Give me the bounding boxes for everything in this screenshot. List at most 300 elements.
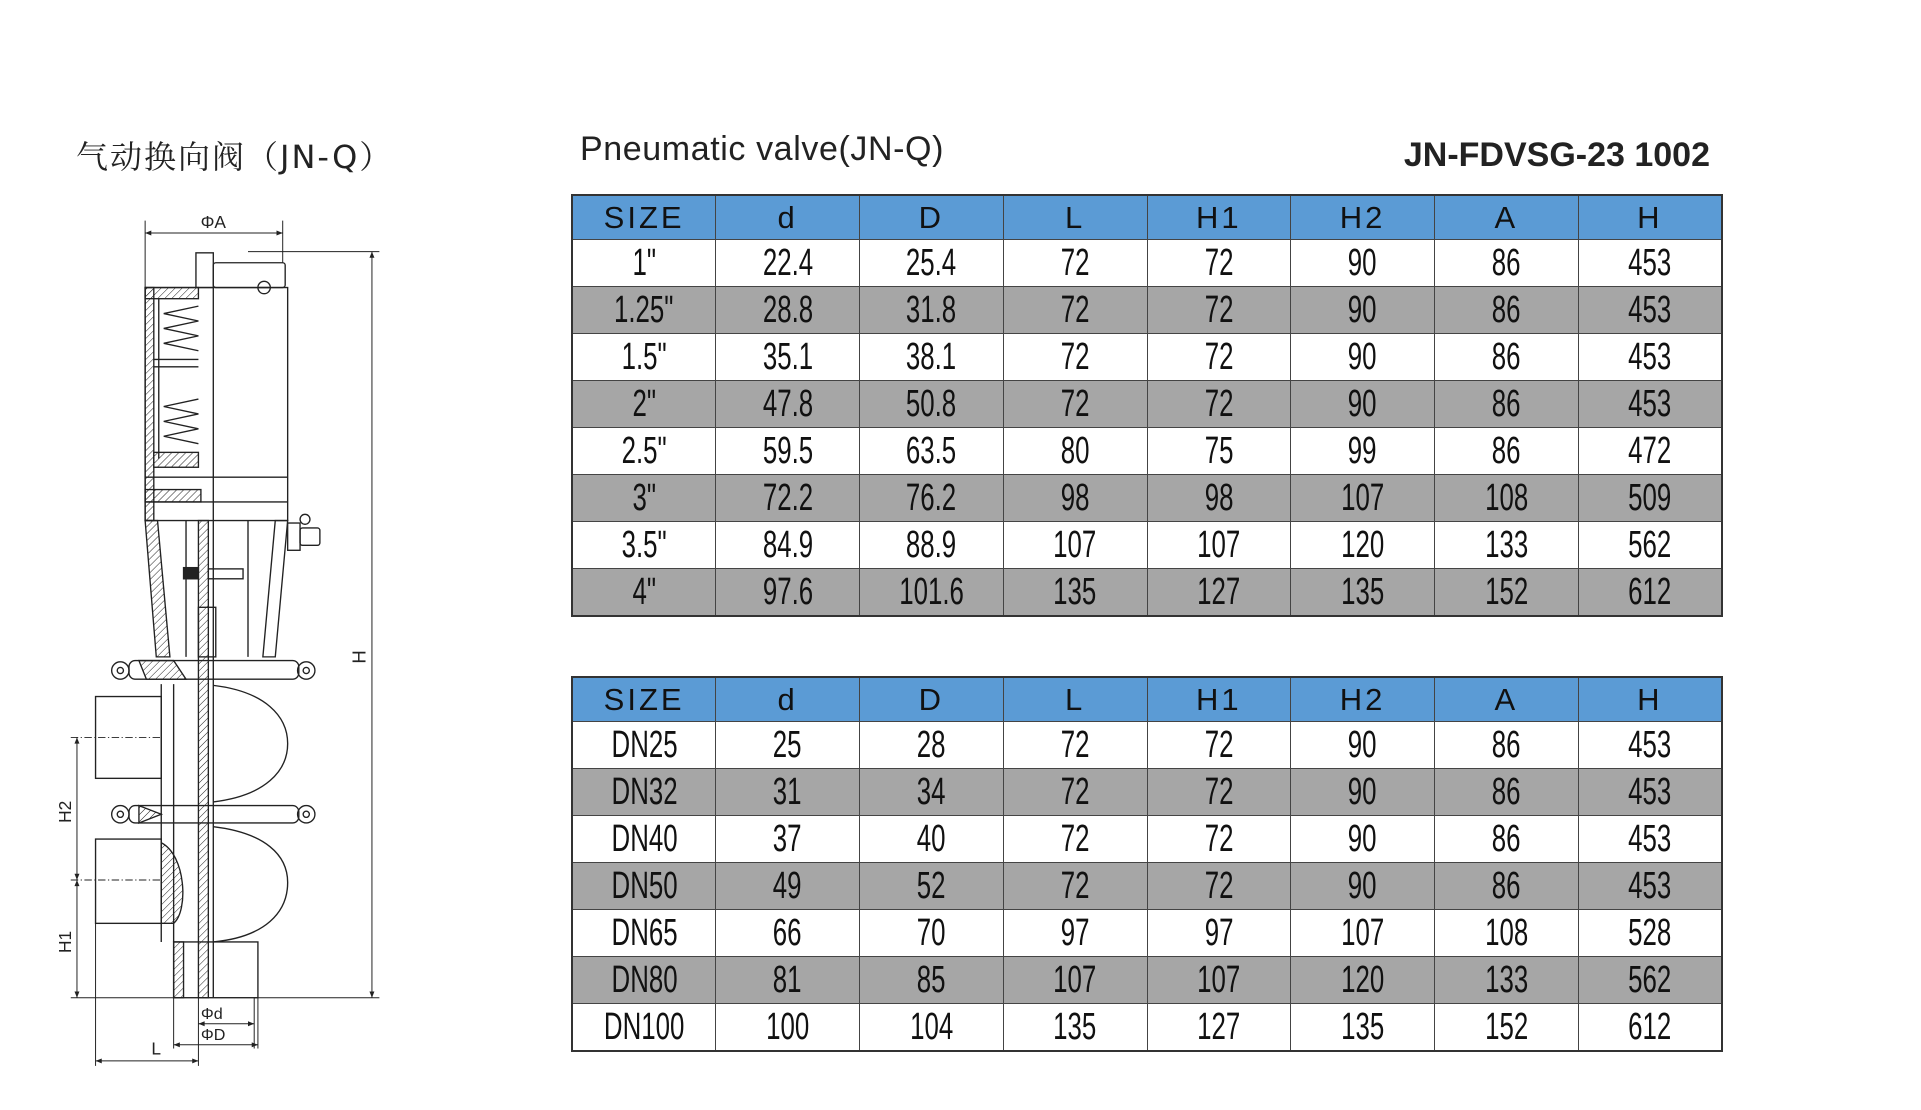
value-cell xyxy=(1291,428,1435,475)
cell-value: 100 xyxy=(766,1006,810,1048)
value-cell xyxy=(1435,522,1579,569)
value-cell xyxy=(1435,816,1579,863)
value-cell xyxy=(860,1004,1004,1052)
column-header: H xyxy=(1578,195,1722,240)
actuator xyxy=(145,253,288,521)
cell-value: 453 xyxy=(1628,289,1672,331)
cell-value: 2" xyxy=(632,383,656,425)
value-cell xyxy=(1147,522,1291,569)
cell-value: 3.5" xyxy=(621,524,667,566)
cell-value: 86 xyxy=(1491,242,1521,284)
value-cell xyxy=(1435,428,1579,475)
value-cell xyxy=(1003,1004,1147,1052)
chinese-title: 气动换向阀（JN-Q） xyxy=(76,138,394,176)
table-row xyxy=(572,1004,1722,1052)
cell-value: 99 xyxy=(1348,430,1378,472)
cell-value: 1.5" xyxy=(621,336,667,378)
cell-value: 1" xyxy=(632,242,656,284)
cell-value: 72.2 xyxy=(762,477,813,519)
outlet-pipe xyxy=(174,942,258,998)
cell-value: DN40 xyxy=(611,818,678,860)
cell-value: 86 xyxy=(1491,336,1521,378)
valve-drawing xyxy=(0,0,496,1110)
value-cell xyxy=(716,475,860,522)
size-cell xyxy=(572,334,716,381)
cell-value: 84.9 xyxy=(762,524,813,566)
value-cell xyxy=(860,957,1004,1004)
value-cell xyxy=(1147,381,1291,428)
value-cell xyxy=(1435,1004,1579,1052)
value-cell xyxy=(1147,569,1291,617)
table-row xyxy=(572,816,1722,863)
table-row xyxy=(572,569,1722,617)
cell-value: 453 xyxy=(1628,383,1672,425)
cell-value: 90 xyxy=(1348,724,1378,766)
value-cell xyxy=(860,334,1004,381)
cell-value: 133 xyxy=(1484,524,1528,566)
cell-value: 98 xyxy=(1060,477,1090,519)
cell-value: 453 xyxy=(1628,771,1672,813)
cell-value: 81 xyxy=(773,959,803,1001)
value-cell xyxy=(1291,475,1435,522)
cell-value: DN32 xyxy=(611,771,678,813)
value-cell xyxy=(860,428,1004,475)
model-code: JN-FDVSG-23 1002 xyxy=(1403,136,1710,174)
value-cell xyxy=(1578,428,1722,475)
cell-value: DN65 xyxy=(611,912,678,954)
cell-value: 34 xyxy=(916,771,946,813)
value-cell xyxy=(1147,287,1291,334)
dimension-label-d-outer: ΦD xyxy=(200,1025,226,1044)
value-cell xyxy=(1003,522,1147,569)
table-row xyxy=(572,910,1722,957)
housing-wall-section xyxy=(145,288,154,521)
cell-value: 135 xyxy=(1341,571,1385,613)
cell-value: 72 xyxy=(1204,865,1234,907)
cell-value: 509 xyxy=(1628,477,1672,519)
cell-value: 49 xyxy=(773,865,803,907)
value-cell xyxy=(716,957,860,1004)
upper-chamber xyxy=(213,685,287,802)
cell-value: DN25 xyxy=(611,724,678,766)
size-cell xyxy=(572,381,716,428)
dimension-label-h1: H1 xyxy=(54,930,75,954)
size-cell xyxy=(572,957,716,1004)
value-cell xyxy=(1291,816,1435,863)
cell-value: 86 xyxy=(1491,724,1521,766)
cell-value: DN100 xyxy=(603,1006,685,1048)
cell-value: 86 xyxy=(1491,383,1521,425)
value-cell xyxy=(1578,569,1722,617)
value-cell xyxy=(716,569,860,617)
cell-value: 107 xyxy=(1053,524,1097,566)
table-row xyxy=(572,381,1722,428)
cell-value: 133 xyxy=(1484,959,1528,1001)
value-cell xyxy=(860,722,1004,769)
value-cell xyxy=(1578,910,1722,957)
value-cell xyxy=(1291,863,1435,910)
cell-value: 72 xyxy=(1204,336,1234,378)
bolt xyxy=(298,806,315,823)
value-cell xyxy=(1003,381,1147,428)
value-cell xyxy=(860,863,1004,910)
air-fitting xyxy=(288,514,320,550)
value-cell xyxy=(1003,910,1147,957)
value-cell xyxy=(1147,769,1291,816)
value-cell xyxy=(1435,334,1579,381)
column-header: A xyxy=(1435,677,1579,722)
cell-value: 38.1 xyxy=(906,336,957,378)
value-cell xyxy=(716,334,860,381)
dimension-label-l: L xyxy=(151,1038,161,1059)
cell-value: 90 xyxy=(1348,242,1378,284)
value-cell xyxy=(1147,722,1291,769)
value-cell xyxy=(860,569,1004,617)
column-header: D xyxy=(860,677,1004,722)
value-cell xyxy=(860,769,1004,816)
cell-value: 453 xyxy=(1628,865,1672,907)
column-header: H1 xyxy=(1147,677,1291,722)
cell-value: 90 xyxy=(1348,336,1378,378)
cell-value: 72 xyxy=(1060,771,1090,813)
indicator-post xyxy=(196,253,213,288)
header-row xyxy=(572,195,1722,240)
value-cell xyxy=(1291,522,1435,569)
cell-value: 72 xyxy=(1204,771,1234,813)
cell-value: 28.8 xyxy=(762,289,813,331)
cell-value: 80 xyxy=(1060,430,1090,472)
value-cell xyxy=(1578,475,1722,522)
value-cell xyxy=(1578,722,1722,769)
dimension-lines xyxy=(71,221,380,1066)
cell-value: 86 xyxy=(1491,289,1521,331)
header-row xyxy=(572,677,1722,722)
cell-value: DN80 xyxy=(611,959,678,1001)
cell-value: 40 xyxy=(916,818,946,860)
table-row xyxy=(572,334,1722,381)
value-cell xyxy=(1578,863,1722,910)
cell-value: 50.8 xyxy=(906,383,957,425)
value-cell xyxy=(1003,722,1147,769)
cell-value: DN50 xyxy=(611,865,678,907)
cell-value: 75 xyxy=(1204,430,1234,472)
size-cell xyxy=(572,287,716,334)
value-cell xyxy=(860,816,1004,863)
value-cell xyxy=(1003,816,1147,863)
value-cell xyxy=(716,1004,860,1052)
cell-value: 120 xyxy=(1341,959,1385,1001)
cell-value: 90 xyxy=(1348,289,1378,331)
cell-value: 4" xyxy=(632,571,656,613)
cell-value: 453 xyxy=(1628,242,1672,284)
cell-value: 97 xyxy=(1204,912,1234,954)
cell-value: 107 xyxy=(1197,959,1241,1001)
cell-value: 88.9 xyxy=(906,524,957,566)
cell-value: 72 xyxy=(1060,818,1090,860)
cell-value: 152 xyxy=(1484,1006,1528,1048)
cell-value: 90 xyxy=(1348,383,1378,425)
cell-value: 37 xyxy=(773,818,803,860)
table-row xyxy=(572,769,1722,816)
value-cell xyxy=(1578,957,1722,1004)
value-cell xyxy=(1147,475,1291,522)
cell-value: 97.6 xyxy=(762,571,813,613)
cell-value: 562 xyxy=(1628,524,1672,566)
column-header: SIZE xyxy=(572,195,716,240)
cell-value: 28 xyxy=(916,724,946,766)
value-cell xyxy=(716,769,860,816)
cell-value: 47.8 xyxy=(762,383,813,425)
value-cell xyxy=(1578,522,1722,569)
value-cell xyxy=(1435,910,1579,957)
cell-value: 59.5 xyxy=(762,430,813,472)
cell-value: 86 xyxy=(1491,865,1521,907)
value-cell xyxy=(1003,569,1147,617)
english-title: Pneumatic valve(JN-Q) xyxy=(580,130,945,168)
value-cell xyxy=(716,816,860,863)
cell-value: 101.6 xyxy=(899,571,964,613)
column-header: H xyxy=(1578,677,1722,722)
cell-value: 97 xyxy=(1060,912,1090,954)
cell-value: 25 xyxy=(773,724,803,766)
size-cell xyxy=(572,769,716,816)
value-cell xyxy=(716,287,860,334)
value-cell xyxy=(1578,1004,1722,1052)
size-cell xyxy=(572,428,716,475)
cell-value: 72 xyxy=(1204,242,1234,284)
cell-value: 1.25" xyxy=(614,289,674,331)
cell-value: 72 xyxy=(1204,383,1234,425)
value-cell xyxy=(1147,816,1291,863)
cell-value: 72 xyxy=(1060,724,1090,766)
valve-stem xyxy=(198,521,215,998)
size-cell xyxy=(572,863,716,910)
table-row xyxy=(572,722,1722,769)
cell-value: 72 xyxy=(1060,865,1090,907)
value-cell xyxy=(716,910,860,957)
table-row xyxy=(572,287,1722,334)
cell-value: 2.5" xyxy=(621,430,667,472)
size-cell xyxy=(572,1004,716,1052)
cell-value: 72 xyxy=(1204,724,1234,766)
column-header: A xyxy=(1435,195,1579,240)
value-cell xyxy=(1291,957,1435,1004)
cell-value: 107 xyxy=(1341,477,1385,519)
value-cell xyxy=(1435,240,1579,287)
cell-value: 31.8 xyxy=(906,289,957,331)
value-cell xyxy=(860,475,1004,522)
dimension-label-h2: H2 xyxy=(54,800,75,823)
value-cell xyxy=(1003,475,1147,522)
cell-value: 562 xyxy=(1628,959,1672,1001)
top-plate xyxy=(213,263,285,288)
cell-value: 107 xyxy=(1341,912,1385,954)
value-cell xyxy=(1578,287,1722,334)
cell-value: 70 xyxy=(916,912,946,954)
cell-value: 63.5 xyxy=(906,430,957,472)
cell-value: 107 xyxy=(1197,524,1241,566)
cell-value: 104 xyxy=(909,1006,953,1048)
column-header: D xyxy=(860,195,1004,240)
housing-cap-section xyxy=(145,288,198,299)
dimension-label-d-inner: Φd xyxy=(200,1004,223,1023)
cell-value: 90 xyxy=(1348,771,1378,813)
table-row xyxy=(572,240,1722,287)
value-cell xyxy=(1578,334,1722,381)
value-cell xyxy=(1291,287,1435,334)
cell-value: 528 xyxy=(1628,912,1672,954)
value-cell xyxy=(716,522,860,569)
dimension-label-h: H xyxy=(348,650,370,664)
cell-value: 52 xyxy=(916,865,946,907)
table-row xyxy=(572,475,1722,522)
column-header: H2 xyxy=(1291,195,1435,240)
cell-value: 135 xyxy=(1341,1006,1385,1048)
value-cell xyxy=(1435,722,1579,769)
value-cell xyxy=(716,428,860,475)
value-cell xyxy=(1003,240,1147,287)
value-cell xyxy=(1147,863,1291,910)
value-cell xyxy=(860,287,1004,334)
column-header: L xyxy=(1003,195,1147,240)
size-cell xyxy=(572,910,716,957)
cell-value: 72 xyxy=(1060,242,1090,284)
value-cell xyxy=(1147,1004,1291,1052)
spring xyxy=(164,306,199,351)
cell-value: 127 xyxy=(1197,1006,1241,1048)
lower-port xyxy=(96,839,162,923)
cell-value: 453 xyxy=(1628,724,1672,766)
value-cell xyxy=(1291,569,1435,617)
table-row xyxy=(572,428,1722,475)
cell-value: 108 xyxy=(1484,912,1528,954)
table-row xyxy=(572,957,1722,1004)
cell-value: 472 xyxy=(1628,430,1672,472)
value-cell xyxy=(716,863,860,910)
cell-value: 86 xyxy=(1491,430,1521,472)
cell-value: 72 xyxy=(1204,289,1234,331)
value-cell xyxy=(716,722,860,769)
dimension-label-a: ΦA xyxy=(200,212,227,233)
actuator-housing xyxy=(145,288,288,521)
value-cell xyxy=(716,381,860,428)
size-cell xyxy=(572,475,716,522)
value-cell xyxy=(1291,1004,1435,1052)
inch-size-table xyxy=(571,194,1723,617)
value-cell xyxy=(1435,863,1579,910)
value-cell xyxy=(860,910,1004,957)
value-cell xyxy=(1147,957,1291,1004)
cell-value: 120 xyxy=(1341,524,1385,566)
cell-value: 25.4 xyxy=(906,242,957,284)
table-body xyxy=(572,240,1722,617)
cell-value: 66 xyxy=(773,912,803,954)
value-cell xyxy=(1291,334,1435,381)
value-cell xyxy=(1147,910,1291,957)
value-cell xyxy=(1291,769,1435,816)
cell-value: 152 xyxy=(1484,571,1528,613)
value-cell xyxy=(860,522,1004,569)
size-cell xyxy=(572,240,716,287)
value-cell xyxy=(1003,957,1147,1004)
value-cell xyxy=(1435,381,1579,428)
cell-value: 76.2 xyxy=(906,477,957,519)
cell-value: 86 xyxy=(1491,818,1521,860)
value-cell xyxy=(1147,334,1291,381)
cell-value: 612 xyxy=(1628,1006,1672,1048)
cell-value: 135 xyxy=(1053,1006,1097,1048)
size-cell xyxy=(572,569,716,617)
bolt xyxy=(298,662,315,679)
table-row xyxy=(572,522,1722,569)
value-cell xyxy=(1435,957,1579,1004)
cell-value: 85 xyxy=(916,959,946,1001)
column-header: H2 xyxy=(1291,677,1435,722)
cell-value: 108 xyxy=(1484,477,1528,519)
size-cell xyxy=(572,522,716,569)
lower-chamber xyxy=(213,827,287,942)
value-cell xyxy=(1003,428,1147,475)
cell-value: 72 xyxy=(1060,383,1090,425)
value-cell xyxy=(1291,240,1435,287)
value-cell xyxy=(716,240,860,287)
column-header: d xyxy=(716,677,860,722)
value-cell xyxy=(1578,381,1722,428)
value-cell xyxy=(1003,769,1147,816)
column-header: H1 xyxy=(1147,195,1291,240)
column-header: d xyxy=(716,195,860,240)
value-cell xyxy=(1147,428,1291,475)
cell-value: 72 xyxy=(1060,336,1090,378)
cell-value: 90 xyxy=(1348,865,1378,907)
cell-value: 98 xyxy=(1204,477,1234,519)
dn-size-table xyxy=(571,676,1723,1052)
column-header: L xyxy=(1003,677,1147,722)
table-row xyxy=(572,863,1722,910)
value-cell xyxy=(860,381,1004,428)
cell-value: 22.4 xyxy=(762,242,813,284)
cell-value: 453 xyxy=(1628,336,1672,378)
bolt xyxy=(112,662,129,679)
spring xyxy=(164,399,199,444)
value-cell xyxy=(1578,816,1722,863)
column-header: SIZE xyxy=(572,677,716,722)
cell-value: 31 xyxy=(773,771,803,813)
value-cell xyxy=(1435,769,1579,816)
value-cell xyxy=(1003,863,1147,910)
value-cell xyxy=(1435,475,1579,522)
table-body xyxy=(572,722,1722,1052)
cell-value: 90 xyxy=(1348,818,1378,860)
value-cell xyxy=(1578,240,1722,287)
piston xyxy=(154,452,199,467)
value-cell xyxy=(1578,769,1722,816)
value-cell xyxy=(1003,287,1147,334)
value-cell xyxy=(1291,910,1435,957)
bolt xyxy=(112,806,129,823)
cell-value: 35.1 xyxy=(762,336,813,378)
cell-value: 612 xyxy=(1628,571,1672,613)
value-cell xyxy=(1147,240,1291,287)
cell-value: 3" xyxy=(632,477,656,519)
cell-value: 135 xyxy=(1053,571,1097,613)
value-cell xyxy=(1435,287,1579,334)
value-cell xyxy=(1291,722,1435,769)
cell-value: 72 xyxy=(1060,289,1090,331)
value-cell xyxy=(1435,569,1579,617)
value-cell xyxy=(1291,381,1435,428)
cell-value: 107 xyxy=(1053,959,1097,1001)
